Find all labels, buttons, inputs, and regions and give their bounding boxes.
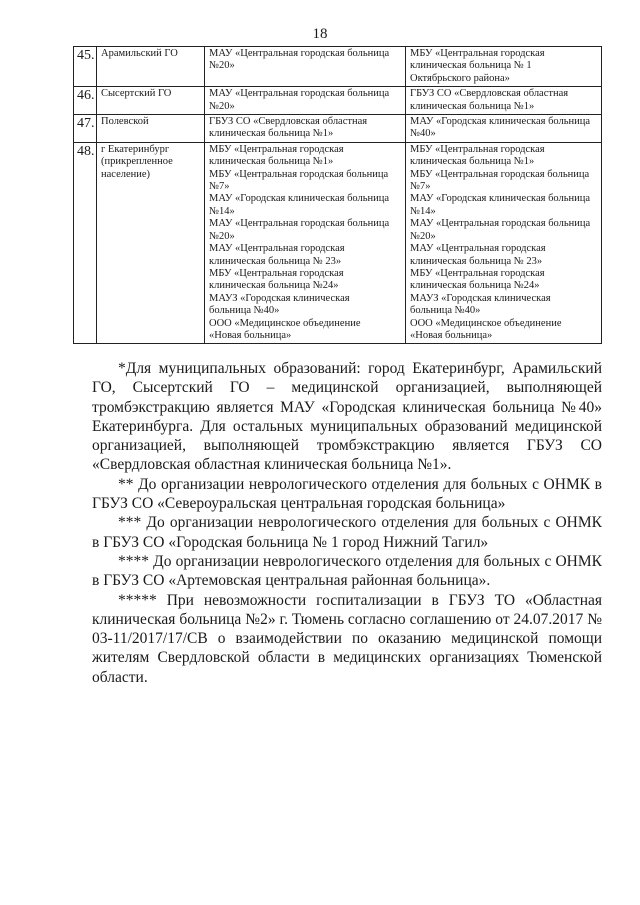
cell-text-line: клиническая больница №24» (209, 280, 339, 292)
cell-text-line: (прикрепленное (101, 156, 173, 168)
table-row (74, 87, 602, 115)
footnotes (92, 359, 602, 687)
footnote-2: ** До организации неврологического отделения для больных с ОНМК в ГБУЗ СО «Североуральская центральная городская больница» (92, 475, 602, 513)
cell-text-line: МАУ «Центральная городская больница (410, 218, 591, 230)
cell-text-line: МБУ «Центральная городская (209, 267, 344, 279)
cell-text-line: МАУЗ «Городская клиническая (410, 292, 551, 304)
row-number-cell: 45. (74, 47, 97, 87)
footnote-4: **** До организации неврологического отделения для больных с ОНМК в ГБУЗ СО «Артемовская центральная районная больница». (92, 552, 602, 590)
table-row (74, 47, 602, 87)
cell-text-line: ГБУЗ СО «Свердловская областная (209, 116, 368, 128)
row-number-cell: 47. (74, 115, 97, 143)
cell-text-line: №14» (410, 205, 436, 217)
footnote-1: *Для муниципальных образований: город Екатеринбург, Арамильский ГО, Сысертский ГО – медицинской организацией, выполняющей тромбэкстракцию является МАУ «Городская клиническая больница №40» Екатеринбурга. Для остальных муниципальных образований медицинской организацией, выполняющей тромбэкстракцию является ГБУЗ СО «Свердловская областная клиническая больница №1». (92, 360, 602, 474)
cell-text-line: население) (101, 168, 151, 180)
cell-text-line: МБУ «Центральная городская (209, 143, 344, 155)
cell-text-line: Полевской (101, 116, 149, 128)
cell-text-line: №7» (410, 181, 431, 193)
cell-text-line: «Новая больница» (410, 329, 493, 341)
row-number-cell: 46. (74, 87, 97, 115)
primary-hospital-cell (205, 115, 406, 143)
cell-text-line: клиническая больница №1» (209, 156, 334, 168)
cell-text-line: клиническая больница № 23» (209, 255, 342, 267)
cell-text-line: МАУ «Городская клиническая больница (209, 193, 390, 205)
secondary-hospital-cell (406, 115, 602, 143)
cell-text-line: больница №40» (410, 305, 481, 317)
cell-text-line: МБУ «Центральная городская больница (209, 168, 389, 180)
municipality-cell (97, 142, 205, 344)
cell-text-line: МАУ «Центральная городская (209, 243, 345, 255)
cell-text-line: МБУ «Центральная городская больница (410, 168, 590, 180)
cell-text-line: г Екатеринбург (101, 143, 170, 155)
cell-text-line: клиническая больница №1» (410, 100, 535, 112)
cell-text-line: №14» (209, 205, 235, 217)
row-number-cell: 48. (74, 142, 97, 344)
cell-text-line: клиническая больница №1» (410, 156, 535, 168)
cell-text-line: МБУ «Центральная городская (410, 143, 545, 155)
cell-text-line: МАУ «Городская клиническая больница (410, 116, 591, 128)
primary-hospital-cell (205, 142, 406, 344)
cell-text-line: №20» (209, 230, 235, 242)
secondary-hospital-cell (406, 87, 602, 115)
secondary-hospital-cell (406, 47, 602, 87)
cell-text-line: Октябрьского района» (410, 72, 510, 84)
cell-text-line: клиническая больница № 23» (410, 255, 543, 267)
cell-text-line: больница №40» (209, 305, 280, 317)
cell-text-line: №20» (209, 100, 235, 112)
table-row (74, 142, 602, 344)
footnote-3: *** До организации неврологического отделения для больных с ОНМК в ГБУЗ СО «Городская больница № 1 город Нижний Тагил» (92, 514, 602, 551)
cell-text-line: МАУ «Городская клиническая больница (410, 193, 591, 205)
municipality-cell (97, 115, 205, 143)
primary-hospital-cell (205, 47, 406, 87)
cell-text-line: клиническая больница №1» (209, 128, 334, 140)
cell-text-line: Арамильский ГО (101, 48, 178, 59)
cell-text-line: МАУ «Центральная городская больница (209, 218, 390, 230)
cell-text-line: клиническая больница №24» (410, 280, 540, 292)
table-row (74, 115, 602, 143)
cell-text-line: МАУ «Центральная городская больница (209, 88, 390, 100)
hospital-routing-table (73, 46, 602, 344)
footnote-5: ***** При невозможности госпитализации в ГБУЗ ТО «Областная клиническая больница №2» г. Тюмень согласно соглашению от 24.07.2017 № 03-11/2017/17/СВ о взаимодействии по оказанию медицинской помощи жителям Свердловской области в медицинских организациях Тюменской области. (92, 591, 602, 686)
cell-text-line: №20» (410, 230, 436, 242)
cell-text-line: ГБУЗ СО «Свердловская областная (410, 88, 569, 100)
cell-text-line: МБУ «Центральная городская (410, 267, 545, 279)
cell-text-line: ООО «Медицинское объединение (209, 317, 361, 329)
cell-text-line: «Новая больница» (209, 329, 292, 341)
cell-text-line: №7» (209, 181, 230, 193)
cell-text-line: ООО «Медицинское объединение (410, 317, 562, 329)
page-number: 18 (312, 26, 328, 42)
cell-text-line: клиническая больница № 1 (410, 60, 532, 72)
cell-text-line: №20» (209, 60, 235, 72)
municipality-cell (97, 47, 205, 87)
primary-hospital-cell (205, 87, 406, 115)
cell-text-line: МБУ «Центральная городская (410, 48, 545, 59)
cell-text-line: МАУЗ «Городская клиническая (209, 292, 350, 304)
cell-text-line: Сысертский ГО (101, 88, 172, 100)
secondary-hospital-cell (406, 142, 602, 344)
municipality-cell (97, 87, 205, 115)
cell-text-line: МАУ «Центральная городская (410, 243, 546, 255)
cell-text-line: МАУ «Центральная городская больница (209, 48, 390, 59)
cell-text-line: №40» (410, 128, 436, 140)
